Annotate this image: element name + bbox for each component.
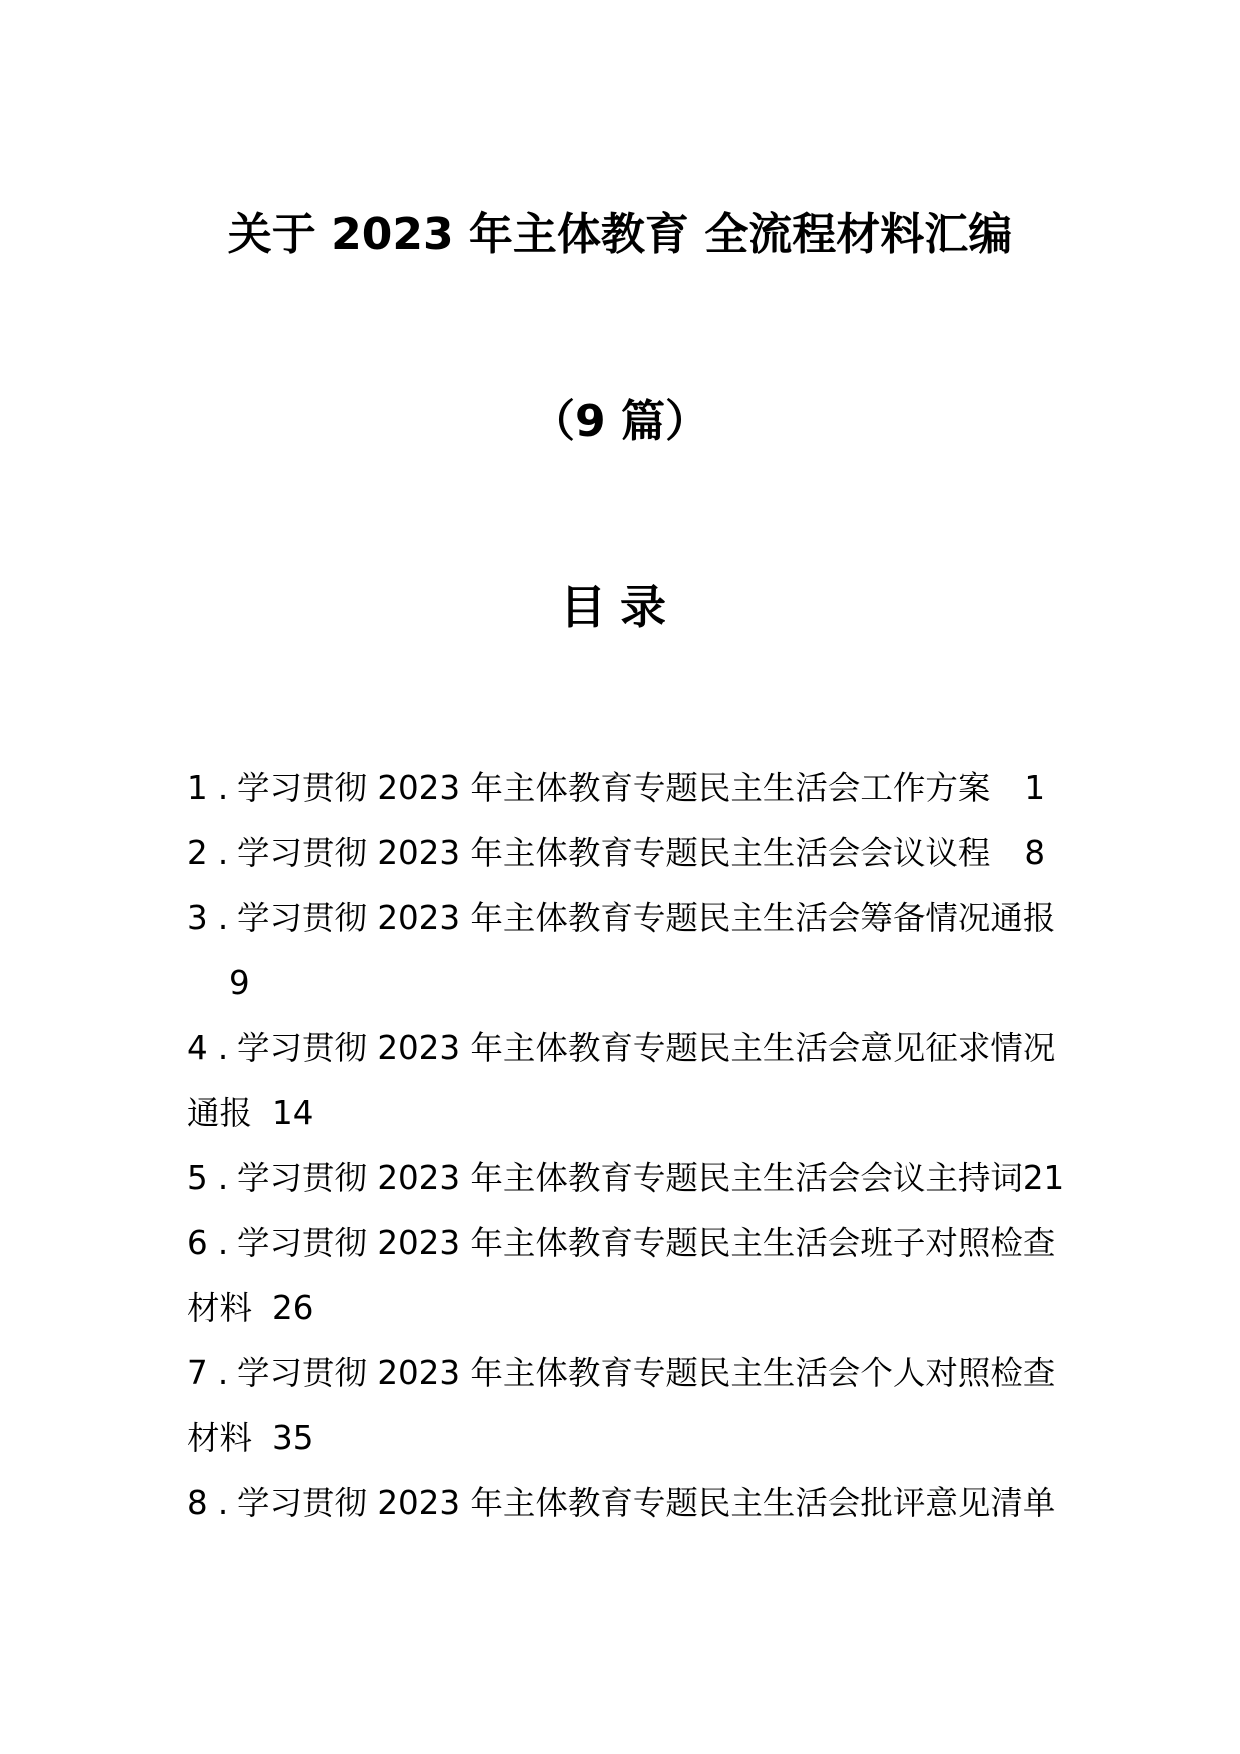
toc-entry-4-continuation[interactable] xyxy=(187,1081,1067,1146)
toc-entry-3[interactable] xyxy=(187,886,1067,951)
toc-entry-1[interactable] xyxy=(187,756,1067,821)
toc-entry-title: 学习贯彻 2023 年主体教育专题民主生活会个人对照检查 xyxy=(237,1354,1056,1392)
toc-entry-6-continuation[interactable] xyxy=(187,1276,1067,1341)
toc-entry-separator: . xyxy=(217,1484,229,1522)
toc-entry-5[interactable] xyxy=(187,1146,1067,1211)
toc-entry-page-number: 9 xyxy=(229,964,250,1002)
toc-entry-title-continuation: 材料 xyxy=(187,1419,253,1457)
toc-entry-8[interactable] xyxy=(187,1471,1067,1536)
toc-entry-number: 6 xyxy=(187,1224,208,1262)
toc-heading: 目录 xyxy=(560,580,680,634)
toc-entry-6[interactable] xyxy=(187,1211,1067,1276)
document-title: 关于 2023 年主体教育 全流程材料汇编 xyxy=(227,209,1013,260)
toc-entry-3-continuation[interactable] xyxy=(187,951,1067,1016)
toc-entry-separator: . xyxy=(217,769,229,807)
toc-entry-page-number: 1 xyxy=(1024,769,1046,807)
toc-entry-page-number: 35 xyxy=(272,1419,314,1457)
toc-entry-separator: . xyxy=(217,1159,229,1197)
toc-entry-number: 4 xyxy=(187,1029,208,1067)
toc-entry-title: 学习贯彻 2023 年主体教育专题民主生活会班子对照检查 xyxy=(237,1224,1056,1262)
toc-entry-7-continuation[interactable] xyxy=(187,1406,1067,1471)
toc-entry-title: 学习贯彻 2023 年主体教育专题民主生活会会议议程 xyxy=(237,834,991,872)
toc-entry-page-number: 8 xyxy=(1024,834,1046,872)
toc-entry-number: 3 xyxy=(187,899,208,937)
toc-entry-2[interactable] xyxy=(187,821,1067,886)
toc-entry-title: 学习贯彻 2023 年主体教育专题民主生活会批评意见清单 xyxy=(237,1484,1056,1522)
document-subtitle: （9 篇） xyxy=(531,396,709,447)
toc-entry-separator: . xyxy=(217,834,229,872)
toc-entry-number: 8 xyxy=(187,1484,208,1522)
toc-entry-page-number: 26 xyxy=(272,1289,314,1327)
toc-entry-number: 5 xyxy=(187,1159,208,1197)
toc-entry-number: 7 xyxy=(187,1354,208,1392)
toc-entry-page-number: 14 xyxy=(272,1094,314,1132)
toc-entry-7[interactable] xyxy=(187,1341,1067,1406)
toc-entry-number: 1 xyxy=(187,769,208,807)
toc-entry-title-continuation: 通报 xyxy=(187,1094,253,1132)
toc-entry-title: 学习贯彻 2023 年主体教育专题民主生活会会议主持词 xyxy=(237,1159,1023,1197)
toc-entry-title-continuation: 材料 xyxy=(187,1289,253,1327)
toc-entry-4[interactable] xyxy=(187,1016,1067,1081)
toc-entry-title: 学习贯彻 2023 年主体教育专题民主生活会工作方案 xyxy=(237,769,991,807)
toc-entry-number: 2 xyxy=(187,834,208,872)
toc-entry-separator: . xyxy=(217,1029,229,1067)
toc-entry-separator: . xyxy=(217,899,229,937)
toc-entry-title: 学习贯彻 2023 年主体教育专题民主生活会意见征求情况 xyxy=(237,1029,1056,1067)
toc-entry-separator: . xyxy=(217,1224,229,1262)
toc-entry-page-number: 21 xyxy=(1022,1159,1065,1197)
toc-entry-separator: . xyxy=(217,1354,229,1392)
table-of-contents xyxy=(187,756,1067,1536)
toc-entry-title: 学习贯彻 2023 年主体教育专题民主生活会筹备情况通报 xyxy=(237,899,1056,937)
